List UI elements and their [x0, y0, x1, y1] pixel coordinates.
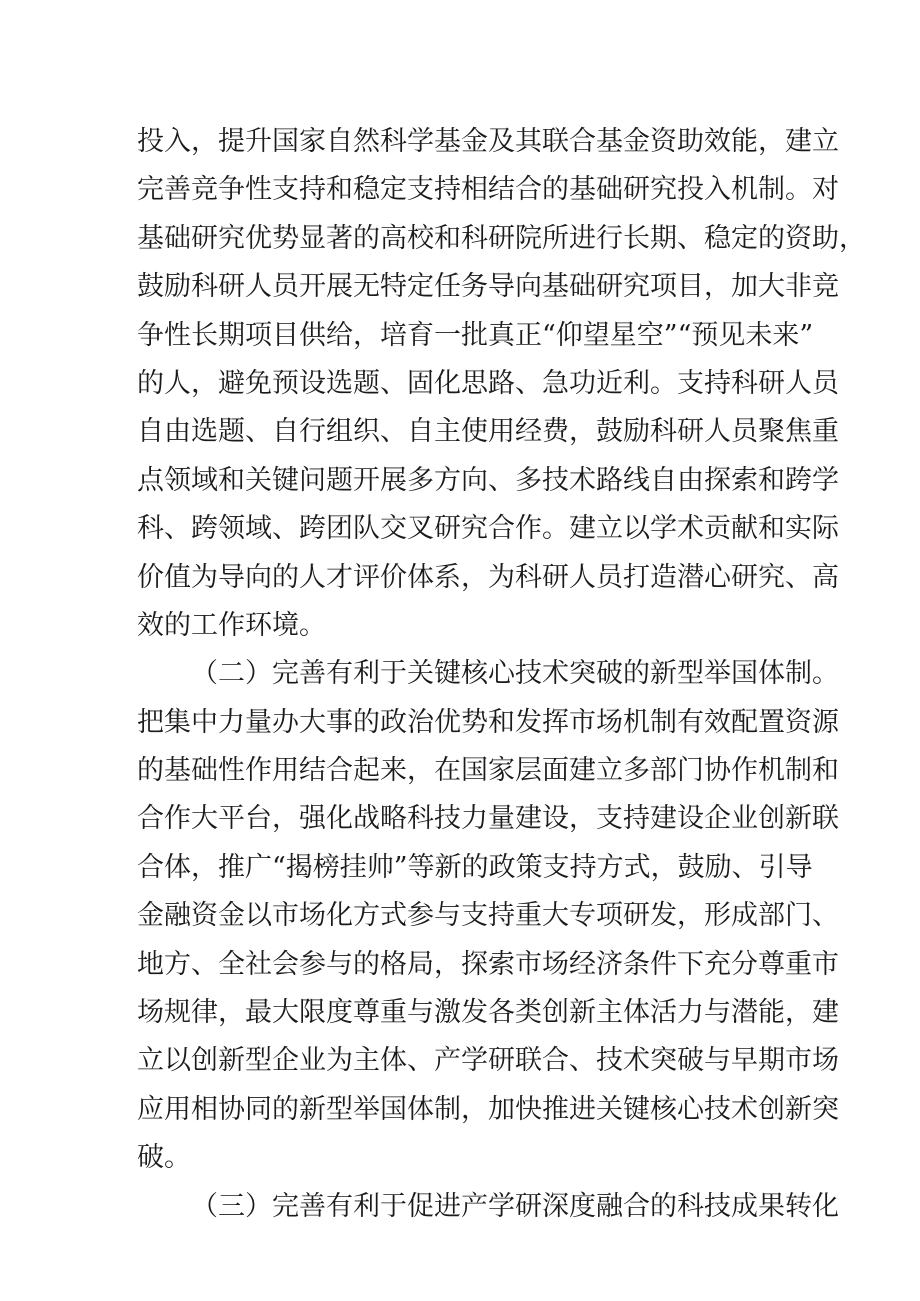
document-body — [137, 118, 866, 1231]
text-line: 基础研究优势显著的高校和科研院所进行长期、稳定的资助， — [137, 222, 866, 254]
text-line: 立以创新型企业为主体、产学研联合、技术突破与早期市场 — [137, 1045, 839, 1077]
text-line: 合作大平台，强化战略科技力量建设，支持建设企业创新联 — [137, 803, 839, 835]
text-line: 合体，推广“揭榜挂帅”等新的政策支持方式，鼓励、引导 — [137, 851, 813, 883]
text-line: 价值为导向的人才评价体系，为科研人员打造潜心研究、高 — [137, 561, 839, 593]
text-line: 完善竞争性支持和稳定支持相结合的基础研究投入机制。对 — [137, 174, 839, 206]
text-line: 自由选题、自行组织、自主使用经费，鼓励科研人员聚焦重 — [137, 416, 839, 448]
text-line: 的人，避免预设选题、固化思路、急功近利。支持科研人员 — [137, 367, 839, 399]
text-line: 把集中力量办大事的政治优势和发挥市场机制有效配置资源 — [137, 706, 839, 738]
text-line: 争性长期项目供给，培育一批真正“仰望星空”“预见未来” — [137, 319, 814, 351]
text-line: 破。 — [137, 1142, 191, 1174]
section-heading-three: （三）完善有利于促进产学研深度融合的科技成果转化 — [191, 1190, 839, 1222]
text-line: 效的工作环境。 — [137, 609, 326, 641]
text-line: 地方、全社会参与的格局，探索市场经济条件下充分尊重市 — [137, 948, 839, 980]
text-line: 点领域和关键问题开展多方向、多技术路线自由探索和跨学 — [137, 464, 839, 496]
text-line: 科、跨领域、跨团队交叉研究合作。建立以学术贡献和实际 — [137, 513, 839, 545]
text-line: 的基础性作用结合起来，在国家层面建立多部门协作机制和 — [137, 755, 839, 787]
paragraph-basic-research — [137, 118, 866, 650]
paragraph-section-two — [137, 650, 839, 1182]
text-line: 投入，提升国家自然科学基金及其联合基金资助效能，建立 — [137, 126, 839, 157]
text-line: 应用相协同的新型举国体制，加快推进关键核心技术创新突 — [137, 1093, 839, 1125]
section-heading-two: （二）完善有利于关键核心技术突破的新型举国体制。 — [191, 658, 839, 690]
text-line: 鼓励科研人员开展无特定任务导向基础研究项目，加大非竞 — [137, 271, 839, 303]
paragraph-section-three — [137, 1183, 839, 1231]
text-line: 金融资金以市场化方式参与支持重大专项研发，形成部门、 — [137, 900, 839, 932]
text-line: 场规律，最大限度尊重与激发各类创新主体活力与潜能，建 — [137, 997, 839, 1029]
